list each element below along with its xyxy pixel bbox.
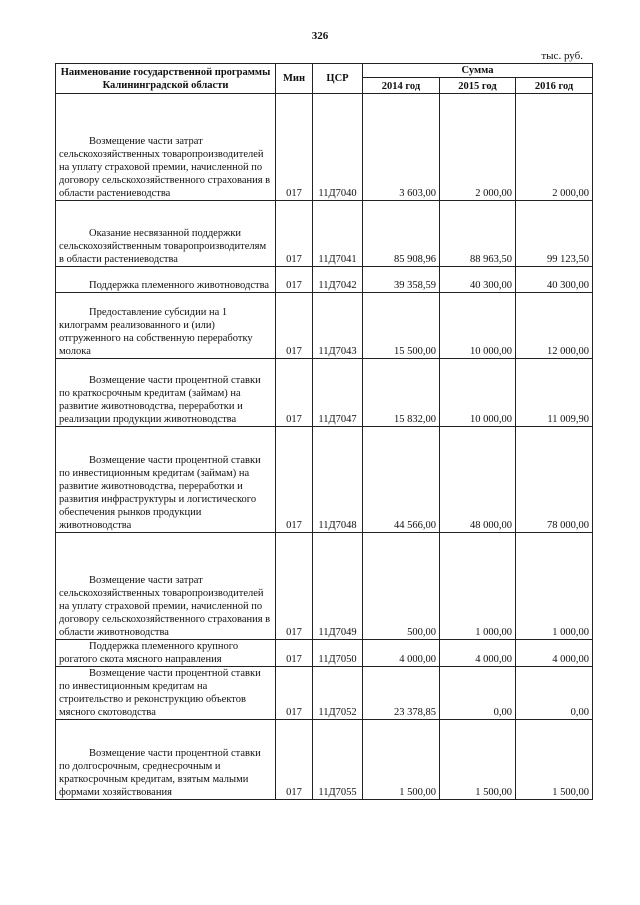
row-min: 017 [276, 359, 313, 427]
row-value-2016: 12 000,00 [516, 293, 593, 359]
row-value-2015: 4 000,00 [440, 640, 516, 667]
table-row [56, 667, 593, 720]
row-csr: 11Д7050 [313, 640, 363, 667]
row-value-2014: 39 358,59 [363, 267, 440, 293]
row-min: 017 [276, 667, 313, 720]
table-row [56, 640, 593, 667]
row-value-2015: 1 000,00 [440, 533, 516, 640]
row-value-2014: 23 378,85 [363, 667, 440, 720]
row-csr: 11Д7048 [313, 427, 363, 533]
row-value-2014: 15 500,00 [363, 293, 440, 359]
row-value-2014: 4 000,00 [363, 640, 440, 667]
row-min: 017 [276, 533, 313, 640]
row-min: 017 [276, 94, 313, 201]
row-value-2015: 0,00 [440, 667, 516, 720]
row-value-2014: 85 908,96 [363, 201, 440, 267]
row-csr: 11Д7042 [313, 267, 363, 293]
row-value-2016: 1 500,00 [516, 720, 593, 800]
header-program-name: Наименование государственной программы Калининградской области [56, 64, 276, 94]
table-row [56, 267, 593, 293]
row-name: Поддержка племенного животноводства [56, 267, 276, 293]
row-min: 017 [276, 293, 313, 359]
table-row [56, 94, 593, 201]
row-value-2015: 88 963,50 [440, 201, 516, 267]
row-value-2015: 10 000,00 [440, 293, 516, 359]
row-value-2014: 15 832,00 [363, 359, 440, 427]
row-name: Возмещение части процентной ставки по долгосрочным, среднесрочным и краткосрочным кредитам, взятым малыми формами хозяйствования [56, 720, 276, 800]
row-value-2014: 1 500,00 [363, 720, 440, 800]
table-row [56, 293, 593, 359]
header-csr: ЦСР [313, 64, 363, 94]
row-name: Предоставление субсидии на 1 килограмм реализованного и (или) отгруженного на собственную переработку молока [56, 293, 276, 359]
row-value-2016: 2 000,00 [516, 94, 593, 201]
row-value-2016: 78 000,00 [516, 427, 593, 533]
row-value-2016: 99 123,50 [516, 201, 593, 267]
table-row [56, 533, 593, 640]
row-name: Возмещение части процентной ставки по инвестиционным кредитам на строительство и реконструкцию объектов мясного скотоводства [56, 667, 276, 720]
row-csr: 11Д7043 [313, 293, 363, 359]
row-value-2014: 500,00 [363, 533, 440, 640]
row-min: 017 [276, 267, 313, 293]
row-min: 017 [276, 201, 313, 267]
header-min: Мин [276, 64, 313, 94]
budget-table [55, 63, 593, 800]
header-2016: 2016 год [516, 78, 593, 94]
row-name: Возмещение части затрат сельскохозяйственных товаропроизводителей на уплату страховой премии, начисленной по договору сельскохозяйственного страхования в области растениеводства [56, 94, 276, 201]
row-value-2015: 10 000,00 [440, 359, 516, 427]
row-name: Возмещение части процентной ставки по инвестиционным кредитам (займам) на развитие животноводства, переработки и развития инфраструктуры и логистического обеспечения рынков продукции животноводства [56, 427, 276, 533]
table-row [56, 720, 593, 800]
row-value-2014: 3 603,00 [363, 94, 440, 201]
row-name: Возмещение части затрат сельскохозяйственных товаропроизводителей на уплату страховой премии, начисленной по договору сельскохозяйственного страхования в области животноводства [56, 533, 276, 640]
row-value-2014: 44 566,00 [363, 427, 440, 533]
row-name: Оказание несвязанной поддержки сельскохозяйственным товаропроизводителям в области растениеводства [56, 201, 276, 267]
header-2014: 2014 год [363, 78, 440, 94]
row-min: 017 [276, 427, 313, 533]
row-value-2016: 40 300,00 [516, 267, 593, 293]
header-2015: 2015 год [440, 78, 516, 94]
row-csr: 11Д7052 [313, 667, 363, 720]
row-value-2015: 1 500,00 [440, 720, 516, 800]
row-csr: 11Д7041 [313, 201, 363, 267]
table-row [56, 201, 593, 267]
row-csr: 11Д7049 [313, 533, 363, 640]
row-value-2016: 1 000,00 [516, 533, 593, 640]
row-csr: 11Д7047 [313, 359, 363, 427]
row-value-2016: 0,00 [516, 667, 593, 720]
row-value-2015: 2 000,00 [440, 94, 516, 201]
table-row [56, 359, 593, 427]
row-value-2015: 40 300,00 [440, 267, 516, 293]
table-row [56, 427, 593, 533]
row-csr: 11Д7055 [313, 720, 363, 800]
header-sum: Сумма [363, 64, 593, 78]
units-label: тыс. руб. [541, 50, 583, 62]
row-value-2016: 11 009,90 [516, 359, 593, 427]
row-name: Возмещение части процентной ставки по краткосрочным кредитам (займам) на развитие животноводства, переработки и реализации продукции животноводства [56, 359, 276, 427]
row-value-2015: 48 000,00 [440, 427, 516, 533]
row-value-2016: 4 000,00 [516, 640, 593, 667]
row-csr: 11Д7040 [313, 94, 363, 201]
page-number: 326 [311, 30, 329, 42]
row-min: 017 [276, 640, 313, 667]
row-name: Поддержка племенного крупного рогатого скота мясного направления [56, 640, 276, 667]
table-body [56, 94, 593, 800]
row-min: 017 [276, 720, 313, 800]
